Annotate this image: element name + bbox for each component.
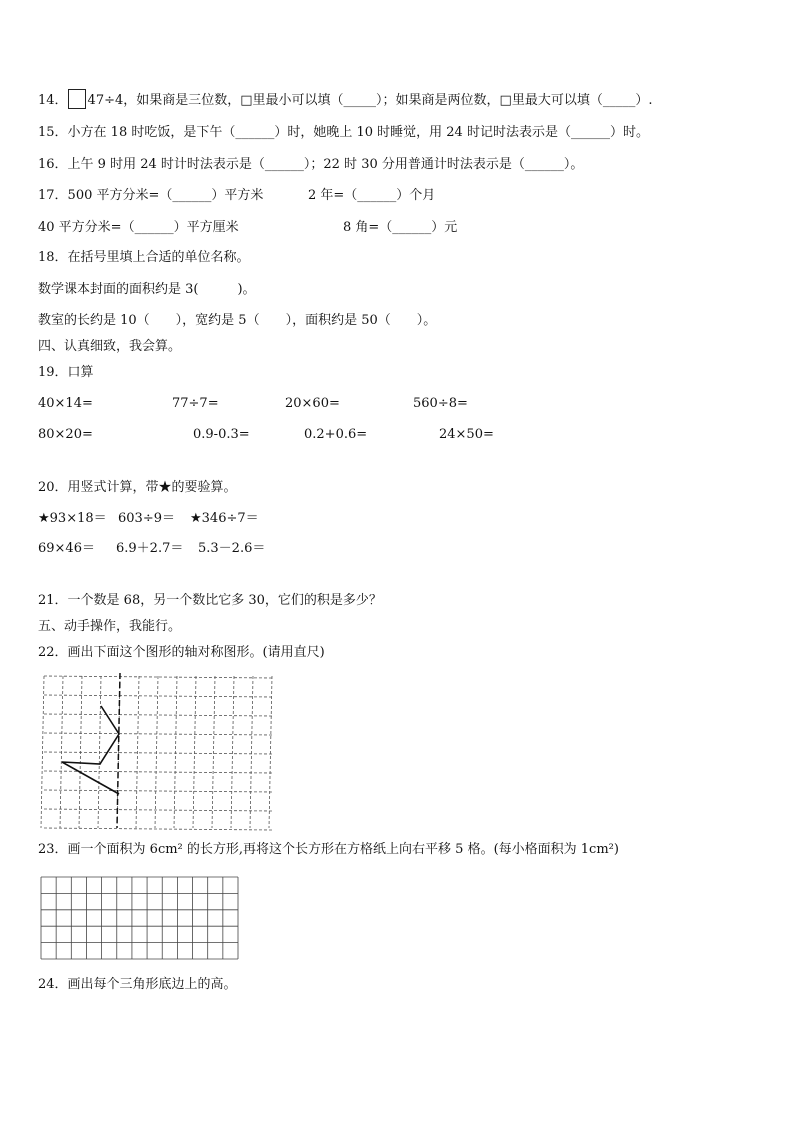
question-16: 16．上午 9 时用 24 时计时法表示是（______）；22 时 30 分用普通计时法表示是（______）。 [38,157,584,172]
question-21: 21．一个数是 68，另一个数比它多 30，它们的积是多少？ [38,593,382,608]
question-14 [38,89,652,109]
grid-line [44,752,272,754]
section-5-heading: 五、动手操作，我能行。 [38,619,182,634]
question-17-c: 40 平方分米=（______）平方厘米 [38,220,239,235]
calc-item: 603÷9＝ [118,511,175,526]
calc-item: 0.2+0.6= [304,427,368,442]
grid-line [231,676,234,828]
grid-line [44,828,272,830]
grid-line [117,676,120,828]
question-19-title: 19．口算 [38,365,94,380]
grid-line [98,676,101,828]
grid-line [212,676,215,828]
question-15: 15．小方在 18 时吃饭，是下午（______）时，她晚上 10 时睡觉，用 24 时记时法表示是（______）时。 [38,125,649,140]
calc-item: 24×50= [439,427,494,442]
question-18-title: 18．在括号里填上合适的单位名称。 [38,250,250,265]
question-20-title: 20．用竖式计算，带★的要验算。 [38,480,237,495]
question-18-a: 数学课本封面的面积约是 3( )。 [38,282,256,297]
square-grid [41,877,241,962]
grid-line [44,695,272,697]
calc-item: 69×46＝ [38,541,95,556]
calc-item: 0.9-0.3= [193,427,250,442]
question-14-number: 14． [38,93,68,108]
question-23: 23．画一个面积为 6cm² 的长方形,再将这个长方形在方格纸上向右平移 5 格。(每小格面积为 1cm²) [38,842,619,857]
calc-item: 40×14= [38,396,93,411]
question-24: 24．画出每个三角形底边上的高。 [38,977,237,992]
grid-line [193,676,196,828]
section-4-heading: 四、认真细致，我会算。 [38,339,182,354]
calc-item: 5.3－2.6＝ [198,541,266,556]
calc-item: 77÷7= [172,396,219,411]
blank-box [68,89,86,109]
grid-line [44,733,272,735]
grid-line [250,676,253,828]
grid-line [41,676,44,828]
grid-line [155,676,158,828]
calc-item: 20×60= [285,396,340,411]
grid-line [44,809,272,811]
question-22: 22．画出下面这个图形的轴对称图形。(请用直尺) [38,645,325,660]
question-17-d: 8 角=（______）元 [343,220,458,235]
grid-line [44,790,272,792]
question-17-b: 2 年=（______）个月 [308,188,436,203]
symmetry-axis [117,673,120,828]
calc-item: 80×20= [38,427,93,442]
figure-shape [62,706,119,794]
grid-line [136,676,139,828]
calc-item: ★346÷7＝ [190,511,259,526]
grid-line [269,676,272,828]
calc-item: 6.9＋2.7＝ [116,541,184,556]
symmetry-grid [40,673,280,833]
grid-line [174,676,177,828]
calc-item: 560÷8= [413,396,468,411]
calc-item: ★93×18＝ [38,511,107,526]
grid-line [44,714,272,716]
question-14-text: 47÷4，如果商是三位数，□里最小可以填（_____）；如果商是两位数，□里最大可以填（_____）. [87,93,653,108]
question-17-a: 17．500 平方分米=（______）平方米 [38,188,264,203]
question-18-b: 教室的长约是 10（ ），宽约是 5（ ），面积约是 50（ ）。 [38,313,437,328]
